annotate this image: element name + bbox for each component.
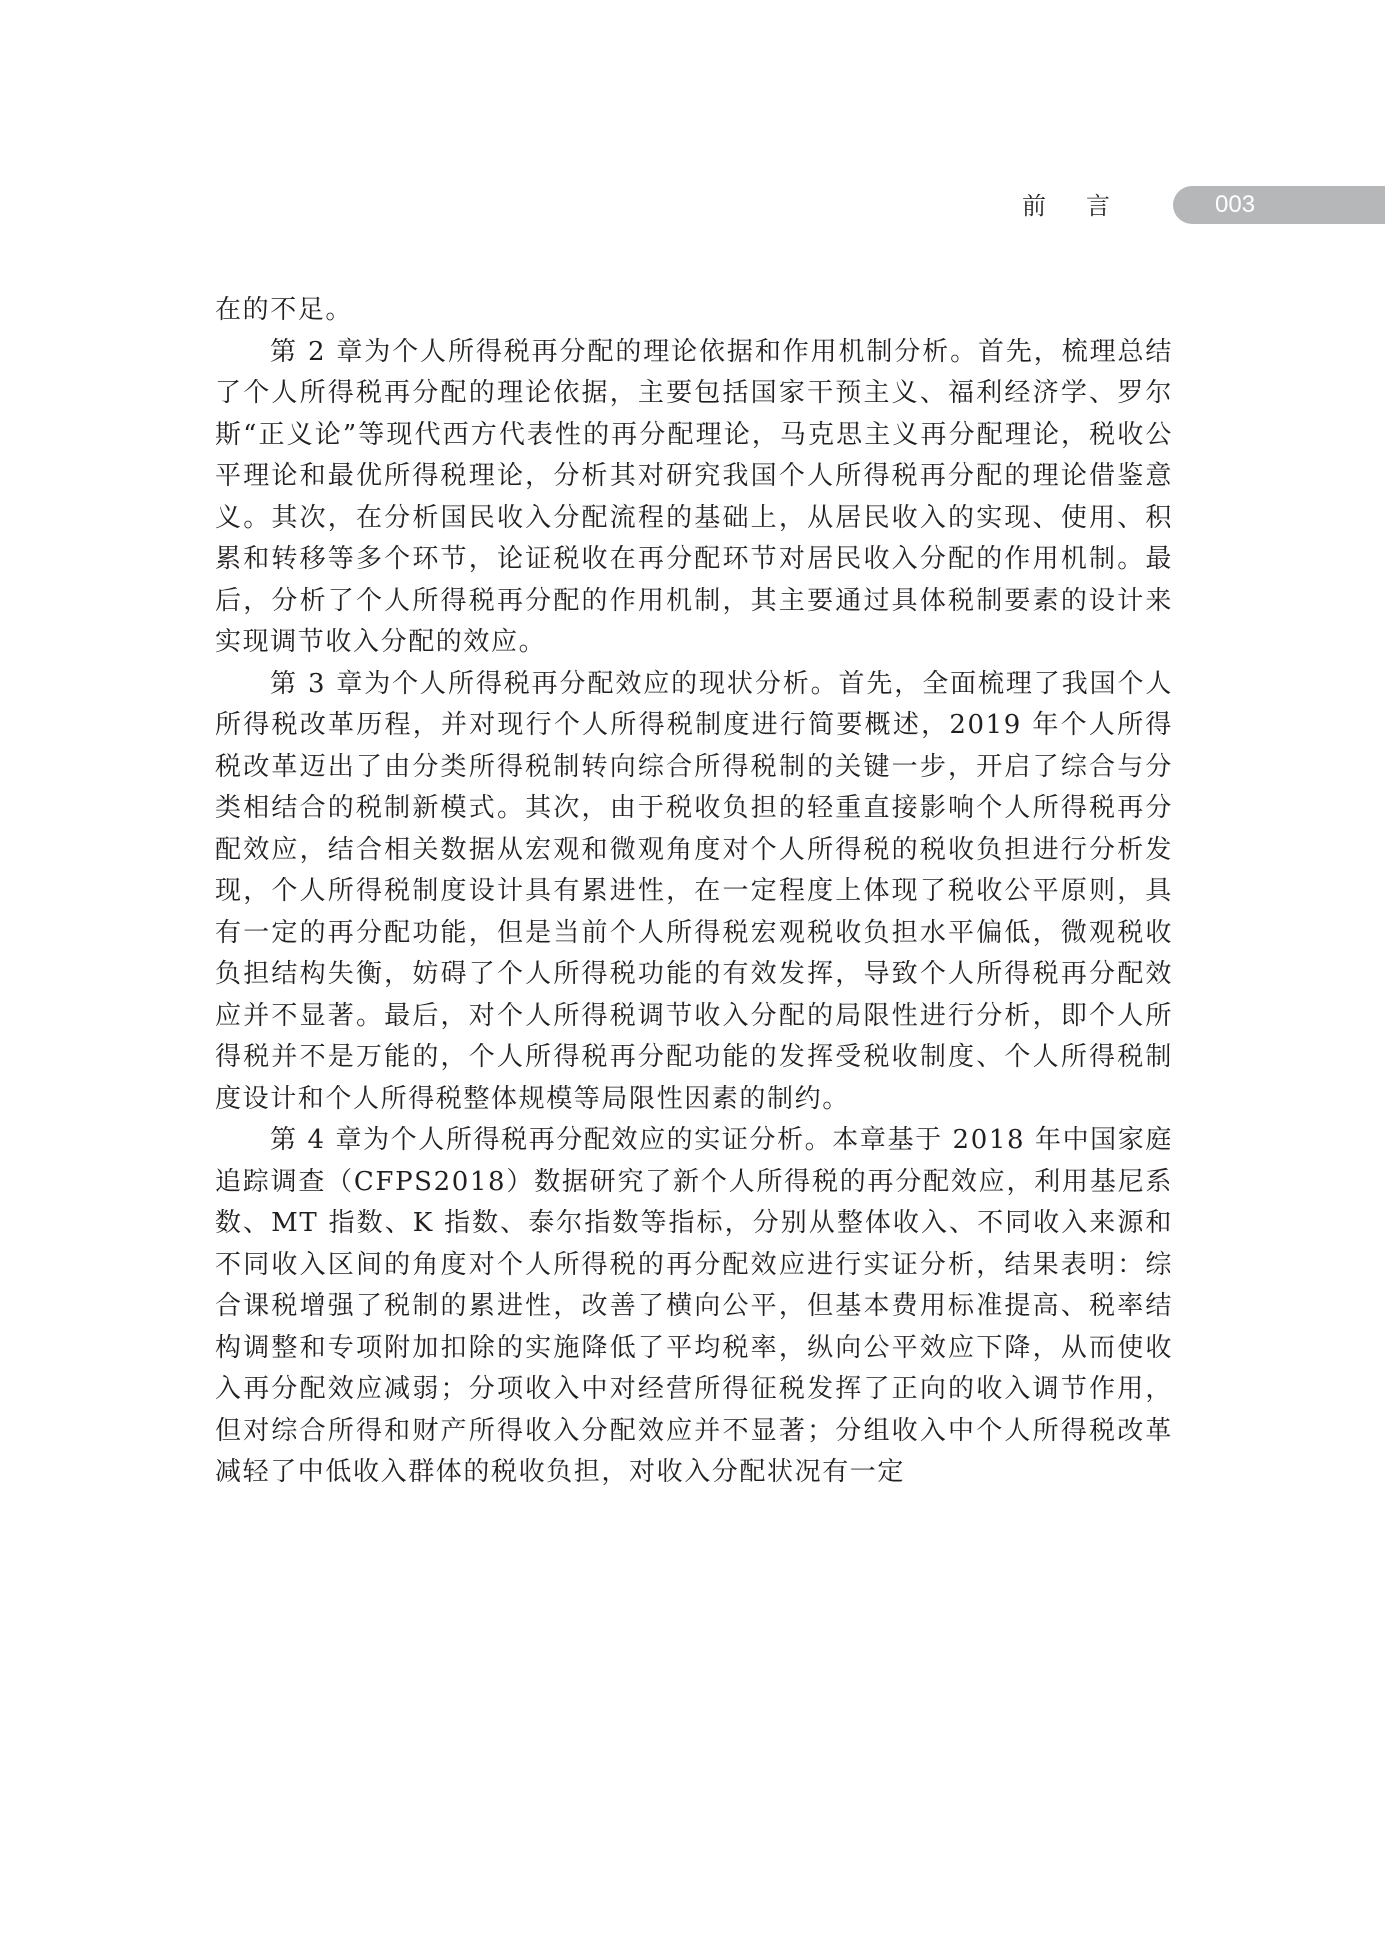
paragraph-chapter-2: 第 2 章为个人所得税再分配的理论依据和作用机制分析。首先，梳理总结了个人所得税再分配的理论依据，主要包括国家干预主义、福利经济学、罗尔斯“正义论”等现代西方代表性的再分配理论，马克思主义再分配理论，税收公平理论和最优所得税理论，分析其对研究我国个人所得税再分配的理论借鉴意义。其次，在分析国民收入分配流程的基础上，从居民收入的实现、使用、积累和转移等多个环节，论证税收在再分配环节对居民收入分配的作用机制。最后，分析了个人所得税再分配的作用机制，其主要通过具体税制要素的设计来实现调节收入分配的效应。 <box>215 336 1173 657</box>
page-number-tab <box>1173 186 1385 224</box>
paragraph-chapter-3: 第 3 章为个人所得税再分配效应的现状分析。首先，全面梳理了我国个人所得税改革历程，并对现行个人所得税制度进行简要概述，2019 年个人所得税改革迈出了由分类所得税制转向综合所得税制的关键一步，开启了综合与分类相结合的税制新模式。其次，由于税收负担的轻重直接影响个人所得税再分配效应，结合相关数据从宏观和微观角度对个人所得税的税收负担进行分析发现，个人所得税制度设计具有累进性，在一定程度上体现了税收公平原则，具有一定的再分配功能，但是当前个人所得税宏观税收负担水平偏低，微观税收负担结构失衡，妨碍了个人所得税功能的有效发挥，导致个人所得税再分配效应并不显著。最后，对个人所得税调节收入分配的局限性进行分析，即个人所得税并不是万能的，个人所得税再分配功能的发挥受税收制度、个人所得税制度设计和个人所得税整体规模等局限性因素的制约。 <box>215 668 1173 1114</box>
body-text <box>215 290 1173 1494</box>
paragraph-chapter-4: 第 4 章为个人所得税再分配效应的实证分析。本章基于 2018 年中国家庭追踪调查（CFPS2018）数据研究了新个人所得税的再分配效应，利用基尼系数、MT 指数、K 指数、泰尔指数等指标，分别从整体收入、不同收入来源和不同收入区间的角度对个人所得税的再分配效应进行实证分析，结果表明：综合课税增强了税制的累进性，改善了横向公平，但基本费用标准提高、税率结构调整和专项附加扣除的实施降低了平均税率，纵向公平效应下降，从而使收入再分配效应减弱；分项收入中对经营所得征税发挥了正向的收入调节作用，但对综合所得和财产所得收入分配效应并不显著；分组收入中个人所得税改革减轻了中低收入群体的税收负担，对收入分配状况有一定 <box>215 1125 1173 1487</box>
running-header <box>0 186 1385 226</box>
section-title: 前言 <box>1022 192 1150 220</box>
paragraph-continuation: 在的不足。 <box>215 295 354 325</box>
page-number: 003 <box>1215 191 1256 218</box>
